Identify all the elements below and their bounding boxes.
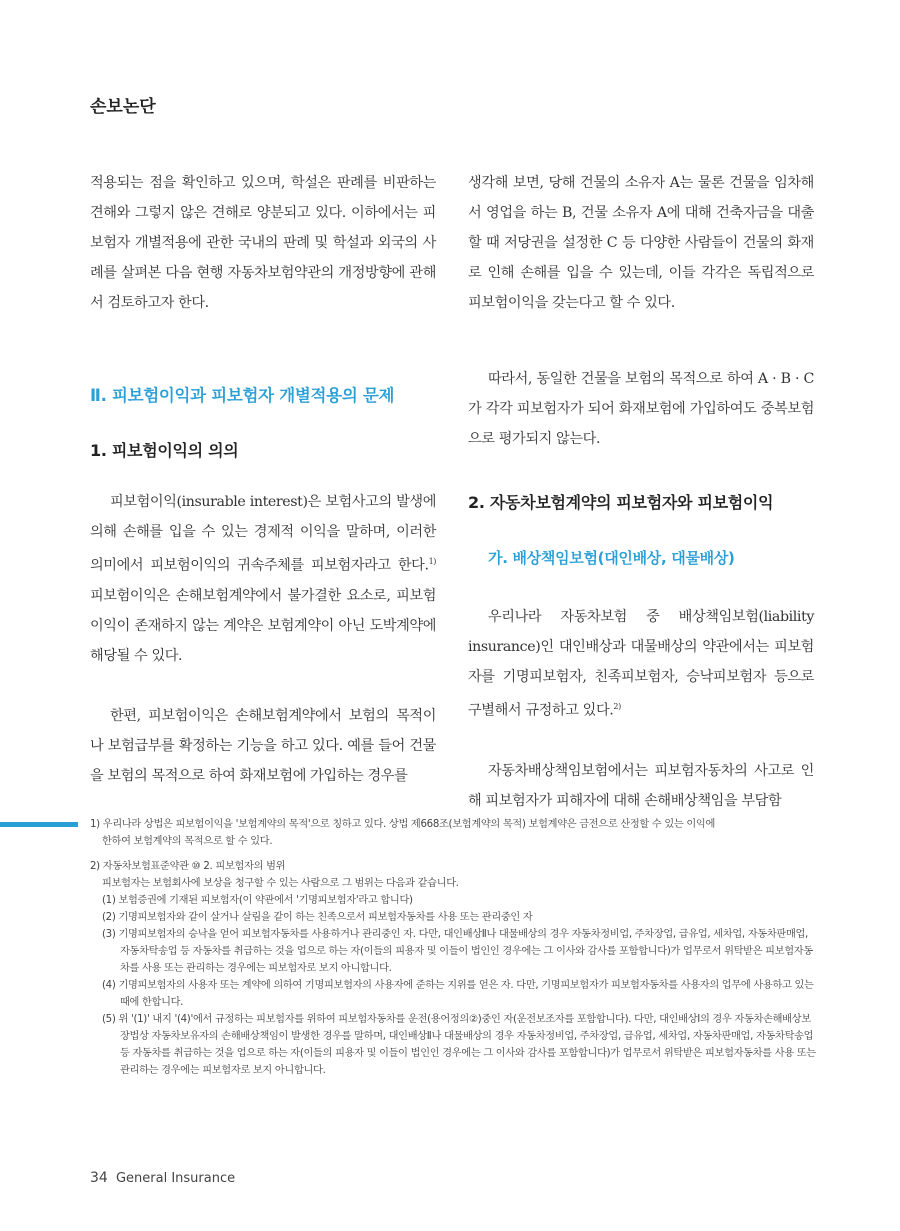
running-header: 손보논단 (90, 97, 156, 117)
left-paragraph-3 (90, 701, 436, 791)
right-paragraph-3 (468, 602, 814, 726)
subsection-title-1: 1. 피보험이익의 의의 (90, 441, 239, 460)
publication-name: General Insurance (115, 1171, 236, 1186)
footnote-accent-bar (0, 822, 78, 827)
footnote-ref-2[interactable]: 2) (613, 702, 621, 711)
footnote-1-continued: 한하여 보험계약의 목적으로 할 수 있다. (102, 836, 273, 847)
footnote-2-item-5: (5) 위 '(1)' 내지 '(4)'에서 규정하는 피보험자를 위하여 피보험자동차를 운전(용어정의②)중인 자(운전보조자를 포함합니다). 다만, 대인배상Ⅰ의 경우 자동차손해배상보장법상 자동차보유자의 손해배상책임이 발생한 경우를 말하며, 대인배상Ⅱ나 대물배상의 경우 자동차정비업, 주차장업, 급유업, 세차업, 자동차판매업, 자동차탁송업 등 자동차를 취급하는 것을 업으로 하는 자(이들의 피용자 및 이들이 법인인 경우에는 그 이사와 감사를 포함합니다)가 업무로서 위탁받은 피보험자동차를 사용 또는 관리하는 경우에는 피보험자로 보지 아니합니다. (102, 1014, 816, 1076)
page-number: 34 (90, 1170, 108, 1186)
left-column (90, 168, 436, 791)
footnote-2-item-3: (3) 기명피보험자의 승낙을 얻어 피보험자동차를 사용하거나 관리중인 자. 다만, 대인배상Ⅱ나 대물배상의 경우 자동차정비업, 주차장업, 급유업, 세차업, 자동차판매업, 자동차탁송업 등 자동차를 취급하는 것을 업으로 하는 자(이들의 피용자 및 이들이 법인인 경우에는 그 이사와 감사를 포함합니다)가 업무로서 위탁받은 피보험자동차를 사용 또는 관리하는 경우에는 피보험자로 보지 아니합니다. (102, 929, 813, 974)
footnote-2-item-4: (4) 기명피보험자의 사용자 또는 계약에 의하여 기명피보험자의 사용자에 준하는 지위를 얻은 자. 다만, 기명피보험자가 피보험자동차를 사용자의 업무에 사용하고 있는 때에 한합니다. (102, 980, 814, 1008)
left-paragraph-2 (90, 487, 436, 671)
left-paragraph-1: 적용되는 점을 확인하고 있으며, 학설은 판례를 비판하는 견해와 그렇지 않은 견해로 양분되고 있다. 이하에서는 피보험자 개별적용에 관한 국내의 판례 및 학설과 외국의 사례를 살펴본 다음 현행 자동차보험약관의 개정방향에 관해서 검토하고자 한다. (90, 175, 436, 311)
footnote-2-title: 2) 자동차보험표준약관 ⑩ 2. 피보험자의 범위 (90, 861, 286, 872)
right-column (468, 168, 814, 816)
footnotes (90, 816, 820, 1079)
subsection-title-ga: 가. 배상책임보험(대인배상, 대물배상) (488, 549, 735, 567)
left-paragraph-2-text-b: 피보험이익은 손해보험계약에서 불가결한 요소로, 피보험이익이 존재하지 않는 계약은 보험계약이 아닌 도박계약에 해당될 수 있다. (90, 587, 436, 664)
section-title: Ⅱ. 피보험이익과 피보험자 개별적용의 문제 (90, 386, 395, 405)
footnote-2-item-1: (1) 보험증권에 기재된 피보험자(이 약관에서 '기명피보험자'라고 합니다) (102, 895, 413, 906)
footnote-1: 1) 우리나라 상법은 피보험이익을 '보험계약의 목적'으로 칭하고 있다. 상법 제668조(보험계약의 목적) 보험계약은 금전으로 산정할 수 있는 이익에 (90, 819, 716, 830)
footnote-ref-1[interactable]: 1) (428, 557, 436, 566)
right-paragraph-4-text: 자동차배상책임보험에서는 피보험자동차의 사고로 인해 피보험자가 피해자에 대해 손해배상책임을 부담함 (468, 762, 814, 809)
footnote-2-intro: 피보험자는 보험회사에 보상을 청구할 수 있는 사람으로 그 범위는 다음과 같습니다. (102, 878, 459, 889)
right-paragraph-3-text: 우리나라 자동차보험 중 배상책임보험(liability insurance)인 대인배상과 대물배상의 약관에서는 피보험자를 기명피보험자, 친족피보험자, 승낙피보험자 등으로 구별해서 규정하고 있다. (468, 609, 814, 719)
right-paragraph-2 (468, 364, 814, 454)
left-paragraph-3-text: 한편, 피보험이익은 손해보험계약에서 보험의 목적이나 보험급부를 확정하는 기능을 하고 있다. 예를 들어 건물을 보험의 목적으로 하여 화재보험에 가입하는 경우를 (90, 707, 436, 784)
page-footer (90, 1170, 235, 1186)
left-paragraph-2-text: 피보험이익(insurable interest)은 보험사고의 발생에 의해 손해를 입을 수 있는 경제적 이익을 말하며, 이러한 의미에서 피보험이익의 귀속주체를 피보험자라고 한다. (90, 494, 436, 574)
right-paragraph-2-text: 따라서, 동일한 건물을 보험의 목적으로 하여 A · B · C가 각각 피보험자가 되어 화재보험에 가입하여도 중복보험으로 평가되지 않는다. (468, 371, 814, 447)
subsection-title-2: 2. 자동차보험계약의 피보험자와 피보험이익 (468, 493, 774, 512)
right-paragraph-4 (468, 756, 814, 816)
footnote-2-item-2: (2) 기명피보험자와 같이 살거나 살림을 같이 하는 친족으로서 피보험자동차를 사용 또는 관리중인 자 (102, 912, 533, 923)
right-paragraph-1: 생각해 보면, 당해 건물의 소유자 A는 물론 건물을 임차해서 영업을 하는 B, 건물 소유자 A에 대해 건축자금을 대출할 때 저당권을 설정한 C 등 다양한 사람들이 건물의 화재로 인해 손해를 입을 수 있는데, 이들 각각은 독립적으로 피보험이익을 갖는다고 할 수 있다. (468, 175, 814, 311)
